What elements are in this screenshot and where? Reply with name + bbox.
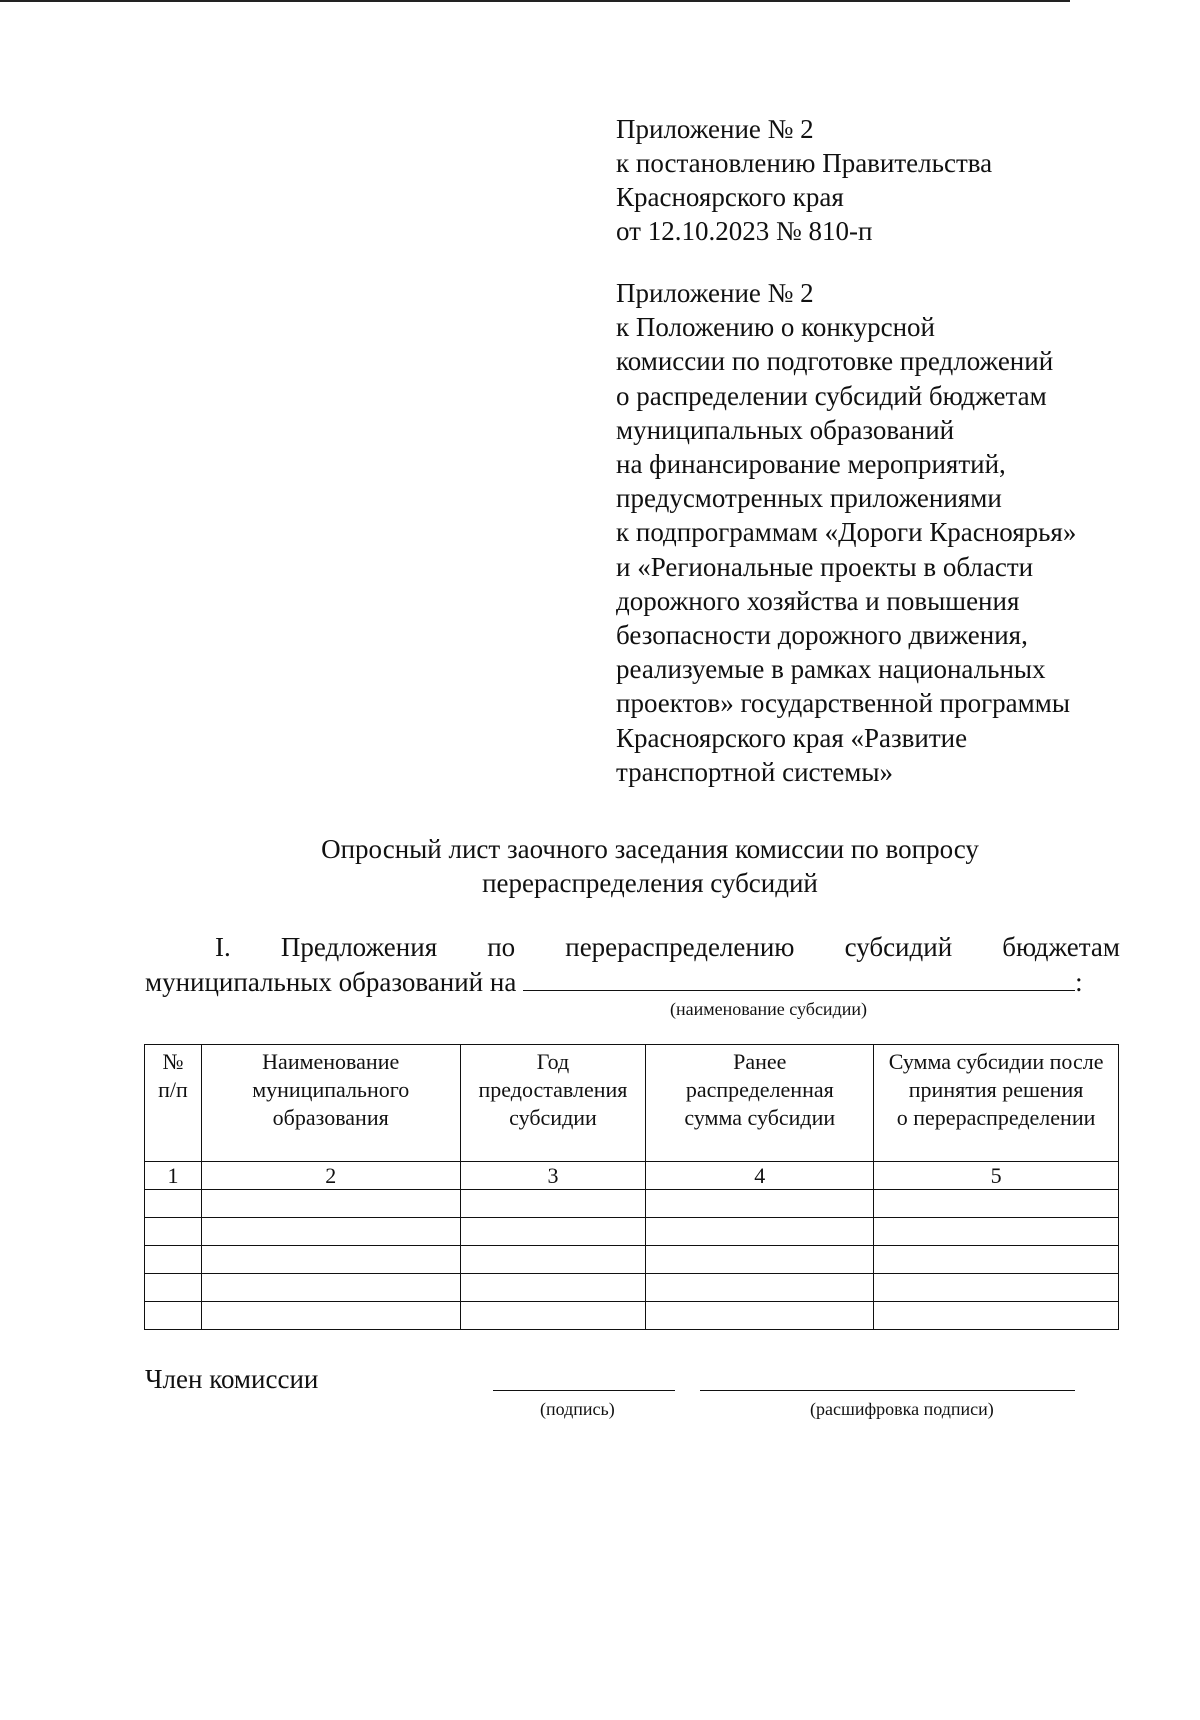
table-cell[interactable]: [145, 1190, 202, 1218]
header-line: п/п: [158, 1077, 188, 1102]
signature-transcript-caption: (расшифровка подписи): [810, 1399, 994, 1419]
section-word: субсидий: [844, 932, 953, 962]
header-new-amount: [874, 1045, 1119, 1162]
column-number: 3: [460, 1162, 646, 1190]
header-line: Год: [536, 1049, 570, 1074]
title-line-1: Опросный лист заочного заседания комиссии по вопросу: [321, 834, 979, 864]
section-word: Предложения: [280, 932, 438, 962]
appendix-1-line: Приложение № 2: [616, 114, 814, 144]
header-line: предоставления: [478, 1077, 628, 1102]
table-row: [145, 1246, 1119, 1274]
table-cell[interactable]: [145, 1218, 202, 1246]
table-cell[interactable]: [460, 1246, 646, 1274]
subsidy-name-blank[interactable]: [523, 964, 1075, 991]
header-line: Ранее: [733, 1049, 787, 1074]
table-cell[interactable]: [646, 1190, 874, 1218]
table-cell[interactable]: [201, 1302, 460, 1330]
signature-transcript-blank[interactable]: [700, 1390, 1075, 1391]
appendix-2-line: комиссии по подготовке предложений: [616, 346, 1054, 377]
header-previous-amount: [646, 1045, 874, 1162]
header-line: о перераспределении: [896, 1105, 1096, 1130]
section-heading-continuation: [145, 964, 1083, 999]
header-municipality: [201, 1045, 460, 1162]
column-number: 4: [646, 1162, 874, 1190]
appendix-2-line: проектов» государственной программы: [616, 688, 1070, 719]
header-line: №: [162, 1049, 184, 1074]
appendix-2-line: муниципальных образований: [616, 414, 955, 445]
signature-caption: (подпись): [540, 1399, 615, 1419]
appendix-1-line: к постановлению Правительства: [616, 148, 993, 178]
appendix-2-line: на финансирование мероприятий,: [616, 449, 1006, 480]
commission-member-label: Член комиссии: [145, 1364, 319, 1394]
section-word: бюджетам: [1002, 932, 1120, 962]
column-number-row: [145, 1162, 1119, 1190]
table-cell[interactable]: [646, 1218, 874, 1246]
section-word: по: [487, 932, 516, 962]
appendix-to-resolution: [616, 112, 992, 248]
table-cell[interactable]: [874, 1302, 1119, 1330]
table-header-row: [145, 1045, 1119, 1162]
header-line: субсидии: [509, 1105, 597, 1130]
table-cell[interactable]: [460, 1302, 646, 1330]
appendix-2-line: Красноярского края «Развитие: [616, 722, 968, 753]
signature-blank[interactable]: [493, 1390, 675, 1391]
table-cell[interactable]: [460, 1218, 646, 1246]
section-heading: [145, 930, 1120, 964]
table-row: [145, 1190, 1119, 1218]
appendix-1-line: от 12.10.2023 № 810-п: [616, 216, 873, 246]
header-line: принятия решения: [908, 1077, 1084, 1102]
appendix-2-line: безопасности дорожного движения,: [616, 620, 1028, 651]
table-cell[interactable]: [646, 1246, 874, 1274]
table-cell[interactable]: [874, 1218, 1119, 1246]
redistribution-table: [144, 1044, 1119, 1330]
table-cell[interactable]: [646, 1302, 874, 1330]
header-line: Сумма субсидии после: [888, 1049, 1104, 1074]
column-number: 1: [145, 1162, 202, 1190]
table-cell[interactable]: [874, 1274, 1119, 1302]
title-line-2: перераспределения субсидий: [482, 868, 818, 898]
table-cell[interactable]: [201, 1274, 460, 1302]
table-cell[interactable]: [145, 1246, 202, 1274]
table-cell[interactable]: [874, 1246, 1119, 1274]
appendix-2-line: дорожного хозяйства и повышения: [616, 585, 1020, 616]
document-title: [150, 832, 1150, 900]
header-line: муниципального: [252, 1077, 410, 1102]
section-word: I.: [215, 932, 231, 962]
table-cell[interactable]: [201, 1190, 460, 1218]
table-cell[interactable]: [145, 1302, 202, 1330]
table-cell[interactable]: [874, 1190, 1119, 1218]
scan-top-edge: [0, 0, 1070, 2]
header-line: распределенная: [685, 1077, 834, 1102]
header-number: [145, 1045, 202, 1162]
subsidy-name-caption: (наименование субсидии): [670, 999, 867, 1019]
table-cell[interactable]: [201, 1246, 460, 1274]
column-number: 5: [874, 1162, 1119, 1190]
appendix-2-line: транспортной системы»: [616, 756, 894, 787]
header-year: [460, 1045, 646, 1162]
header-line: сумма субсидии: [684, 1105, 836, 1130]
appendix-2-line: к Положению о конкурсной: [616, 312, 935, 343]
table-row: [145, 1218, 1119, 1246]
header-line: образования: [272, 1105, 389, 1130]
appendix-2-line: и «Региональные проекты в области: [616, 551, 1034, 582]
table-row: [145, 1274, 1119, 1302]
table-cell[interactable]: [201, 1218, 460, 1246]
appendix-2-line: о распределении субсидий бюджетам: [616, 380, 1047, 411]
section-word: перераспределению: [565, 932, 795, 962]
section-line2-suffix: :: [1075, 967, 1083, 997]
appendix-2-line: Приложение № 2: [616, 278, 814, 308]
appendix-2-line: реализуемые в рамках национальных: [616, 654, 1046, 685]
table-cell[interactable]: [646, 1274, 874, 1302]
header-line: Наименование: [262, 1049, 400, 1074]
appendix-1-line: Красноярского края: [616, 182, 844, 212]
column-number: 2: [201, 1162, 460, 1190]
table-cell[interactable]: [460, 1274, 646, 1302]
table-row: [145, 1302, 1119, 1330]
section-line2-prefix: муниципальных образований на: [145, 967, 517, 997]
appendix-2-line: к подпрограммам «Дороги Красноярья»: [616, 517, 1077, 548]
table-cell[interactable]: [145, 1274, 202, 1302]
appendix-2-line: предусмотренных приложениями: [616, 483, 1002, 514]
appendix-to-regulation: [616, 276, 1076, 789]
table-cell[interactable]: [460, 1190, 646, 1218]
